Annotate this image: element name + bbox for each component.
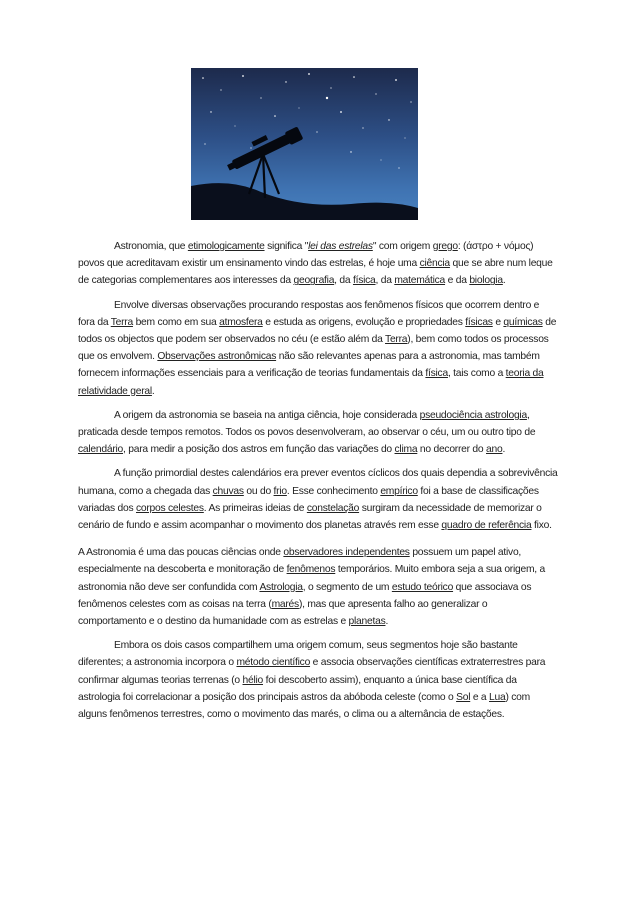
- inline-link[interactable]: chuvas: [212, 485, 244, 497]
- text-run: ), bem como todos os processos que os envolvem.: [78, 334, 549, 363]
- text-run: foi a base de classificações variadas dos: [78, 485, 539, 514]
- text-run: .: [385, 616, 389, 628]
- text-run: , da: [375, 275, 395, 287]
- text-run: e estuda as origens, evolução e propriedades: [262, 316, 466, 328]
- text-run: e associa observações científicas extraterrestres para confirmar algumas teorias terrenas (o: [78, 657, 546, 686]
- inline-link[interactable]: Terra: [385, 334, 408, 346]
- text-run: , para medir a posição dos astros em função das variações do: [123, 444, 395, 456]
- text-run: . Esse conhecimento: [286, 485, 381, 497]
- text-run: . As primeiras ideias de: [203, 502, 307, 514]
- text-run: , o segmento de um: [302, 581, 392, 593]
- inline-link[interactable]: Astrologia: [259, 581, 303, 593]
- inline-link[interactable]: Lua: [489, 691, 506, 703]
- text-run: : (άστρο + νόμος) povos que acreditavam existir um ensinamento vindo das estrelas, é hoje uma: [78, 241, 534, 270]
- text-run: , tais como a: [447, 368, 506, 380]
- text-run: de todos os objectos que podem ser observados no céu (e estão além da: [78, 316, 557, 346]
- text-run: , praticada desde tempos remotos. Todos os povos desenvolveram, ao observar o céu, um ou outro tipo de: [78, 409, 536, 439]
- text-run: e a: [470, 691, 490, 703]
- inline-link[interactable]: etimologicamente: [187, 241, 265, 252]
- text-run: .: [502, 275, 506, 287]
- inline-link[interactable]: pseudociência astrologia: [419, 409, 527, 421]
- text-run: e da: [445, 275, 470, 287]
- text-run: Envolve diversas observações procurando respostas aos fenômenos físicos que ocorrem dentro e fora da: [78, 299, 540, 328]
- text-run: A função primordial destes calendários era prever eventos cíclicos dos quais dependia a sobrevivência humana, como a chegada das: [78, 468, 558, 497]
- paragraph: [78, 465, 558, 534]
- inline-link[interactable]: marés: [271, 598, 299, 610]
- text-run: significa ": [264, 241, 309, 252]
- text-run: ), mas que apresenta falho ao generalizar o comportamento e o destino da humanidade com as estrelas e: [78, 598, 488, 628]
- paragraph: [78, 407, 558, 459]
- inline-link[interactable]: hélio: [242, 674, 263, 686]
- text-run: que se abre num leque de categorias complementares aos interesses da: [78, 258, 553, 287]
- article-body: [78, 238, 558, 730]
- inline-link[interactable]: geografia: [293, 275, 335, 287]
- text-run: .: [502, 444, 506, 456]
- inline-link[interactable]: quadro de referência: [441, 520, 532, 532]
- inline-link[interactable]: clima: [394, 444, 418, 456]
- paragraph: [78, 238, 558, 290]
- inline-link[interactable]: biologia: [469, 275, 503, 287]
- inline-link[interactable]: Observações astronômicas: [157, 351, 277, 363]
- text-run: fixo.: [531, 520, 552, 532]
- inline-link[interactable]: lei das estrelas: [308, 241, 373, 252]
- text-run: surgiram da necessidade de memorizar o cenário de fundo e assim acompanhar o movimento dos planetas através rem esse: [78, 502, 542, 532]
- text-run: foi descoberto assim), enquanto a única base científica da astrologia foi correlacionar a posição dos principais astros da abóboda celeste (como o: [78, 674, 517, 703]
- text-run: Astronomia, que: [114, 241, 188, 252]
- inline-link[interactable]: Terra: [110, 316, 133, 328]
- text-run: possuem um papel ativo, especialmente na descoberta e monitoração de: [78, 547, 522, 576]
- paragraph: [78, 637, 558, 723]
- text-run: Embora os dois casos compartilhem uma origem comum, seus segmentos hoje são bastante diferentes; a astronomia incorpora o: [78, 640, 518, 669]
- inline-link[interactable]: corpos celestes: [136, 502, 204, 514]
- text-run: ou do: [243, 485, 274, 497]
- text-run: bem como em sua: [132, 316, 220, 328]
- paragraph: [78, 544, 558, 630]
- text-run: não são relevantes apenas para a astronomia, mas também fornecem informações essenciais para a verificação de teorias fundamentais da: [78, 351, 540, 380]
- text-run: A origem da astronomia se baseia na antiga ciência, hoje considerada: [114, 409, 420, 421]
- text-run: e: [492, 316, 504, 328]
- inline-link[interactable]: observadores independentes: [283, 547, 410, 559]
- inline-link[interactable]: frio: [273, 485, 287, 497]
- inline-link[interactable]: estudo teórico: [391, 581, 454, 593]
- inline-link[interactable]: método científico: [236, 657, 311, 669]
- text-run: A Astronomia é uma das poucas ciências onde: [78, 547, 284, 559]
- inline-link[interactable]: teoria da relatividade geral: [78, 368, 544, 397]
- inline-link[interactable]: planetas: [348, 616, 386, 628]
- text-run: temporários. Muito embora seja a sua origem, a astronomia não deve ser confundida com: [78, 564, 545, 593]
- telescope-night-sky-image: [191, 68, 418, 220]
- inline-link[interactable]: constelação: [306, 502, 360, 514]
- inline-link[interactable]: calendário: [78, 444, 124, 456]
- stars-decoration: [202, 73, 411, 169]
- text-run: " com origem: [372, 241, 433, 252]
- inline-link[interactable]: ano: [486, 444, 503, 456]
- paragraph: [78, 297, 558, 400]
- inline-link[interactable]: fenômenos: [286, 564, 336, 576]
- inline-link[interactable]: atmosfera: [219, 316, 263, 328]
- text-run: .: [151, 385, 155, 397]
- inline-link[interactable]: física: [352, 275, 376, 287]
- telescope-silhouette-icon: [191, 68, 418, 220]
- inline-link[interactable]: matemática: [394, 275, 446, 287]
- inline-link[interactable]: física: [425, 368, 448, 380]
- inline-link[interactable]: empírico: [380, 485, 418, 497]
- inline-link[interactable]: Sol: [456, 691, 471, 703]
- inline-link[interactable]: grego: [432, 241, 458, 252]
- inline-link[interactable]: físicas: [465, 316, 493, 328]
- text-run: ) com alguns fenômenos terrestres, como o movimento das marés, o clima ou a alternância de estações.: [78, 691, 530, 721]
- text-run: , da: [334, 275, 353, 287]
- text-run: no decorrer do: [417, 444, 486, 456]
- text-run: que associava os fenômenos celestes com as coisas na terra (: [78, 581, 532, 610]
- inline-link[interactable]: ciência: [419, 258, 450, 270]
- inline-link[interactable]: químicas: [503, 316, 543, 328]
